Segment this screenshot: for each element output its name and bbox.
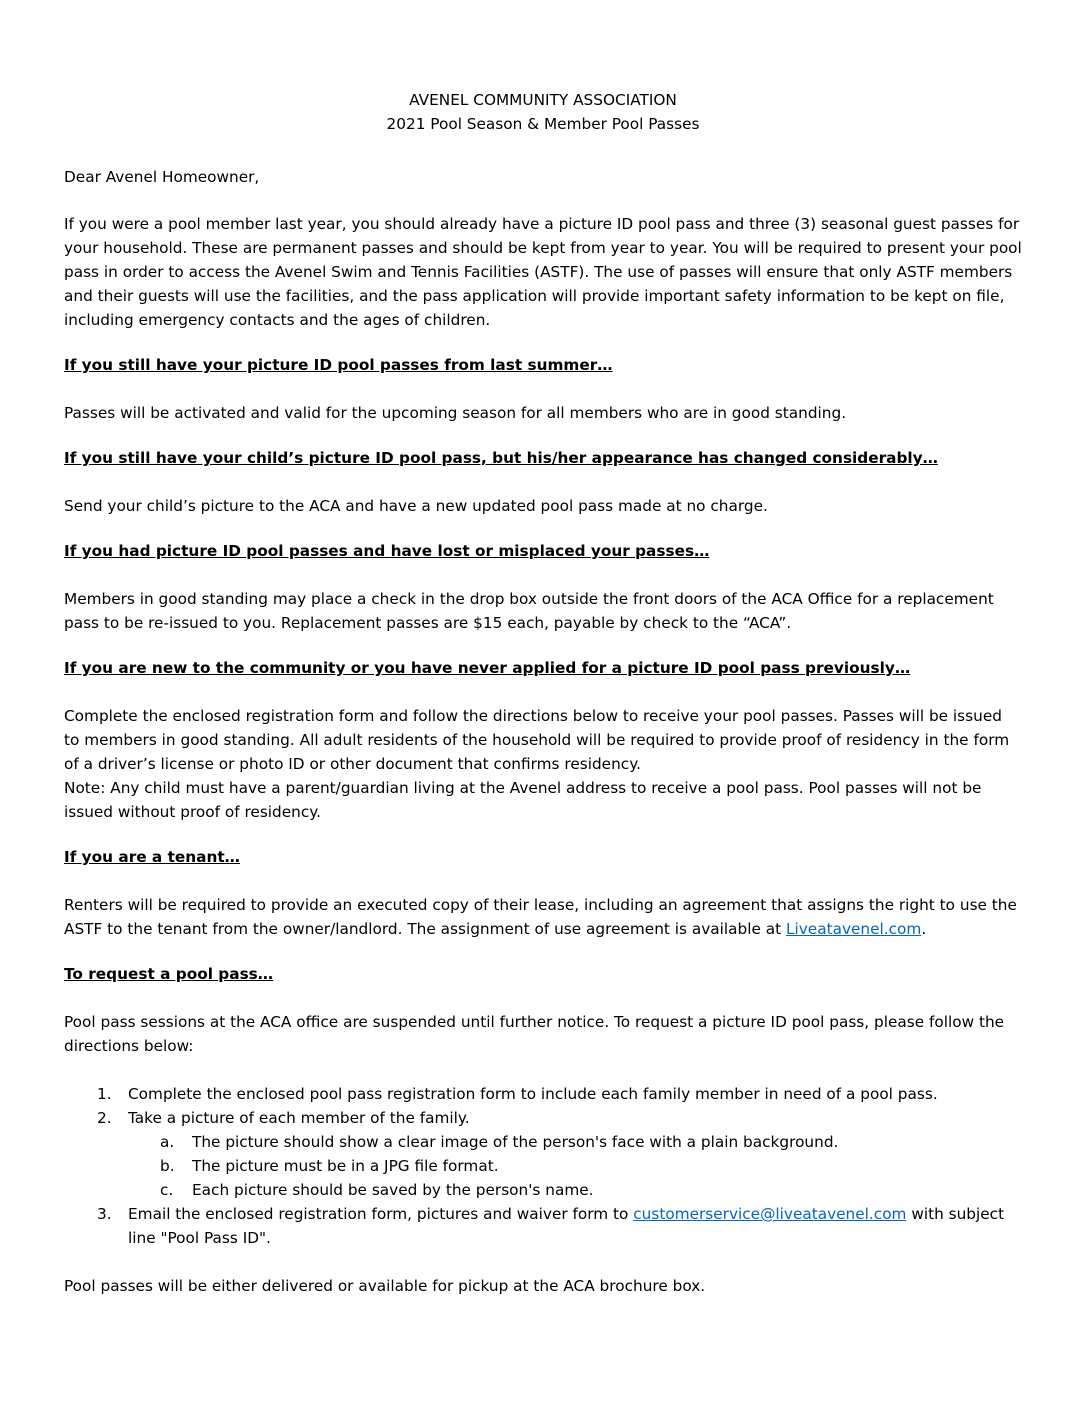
intro-paragraph: If you were a pool member last year, you should already have a picture ID pool pass and three (3) seasonal guest passes for your household. These are permanent passes and should be kept from year to year. You will be required to present your pool pass in order to access the Avenel Swim and Tennis Facilities (ASTF). The use of passes will ensure that only ASTF members and their guests will use the facilities, and the pass application will provide important safety information to be kept on file, including emergency contacts and the ages of children. — [64, 215, 1022, 329]
section-body-child-photo: Send your child’s picture to the ACA and have a new updated pool pass made at no charge. — [64, 497, 768, 515]
substep-letter: b. — [160, 1157, 175, 1175]
section-heading-child-photo: If you still have your child’s picture ID pool pass, but his/her appearance has changed considerably… — [64, 449, 938, 467]
steps-list — [64, 1082, 1022, 1250]
letter-content — [64, 88, 1022, 1298]
tenant-text: Renters will be required to provide an executed copy of their lease, including an agreement that assigns the right to use the ASTF to the tenant from the owner/landlord. The assignment of use agreement is available at — [64, 896, 1017, 938]
section-heading-request: To request a pool pass… — [64, 965, 274, 983]
step-text: Take a picture of each member of the family. — [128, 1109, 470, 1127]
section-note-new-members: Note: Any child must have a parent/guardian living at the Avenel address to receive a pool pass. Pool passes will not be issued without proof of residency. — [64, 779, 982, 821]
liveatavenel-link[interactable]: Liveatavenel.com — [785, 920, 922, 938]
step-number: 2. — [97, 1109, 112, 1127]
tenant-text-end: . — [921, 920, 927, 938]
step-text: Email the enclosed registration form, pictures and waiver form to — [128, 1205, 634, 1223]
step-item — [64, 1082, 1022, 1106]
substep-text: The picture must be in a JPG file format. — [192, 1157, 499, 1175]
section-heading-tenant: If you are a tenant… — [64, 848, 240, 866]
substep-item — [128, 1178, 1022, 1202]
salutation: Dear Avenel Homeowner, — [64, 168, 260, 186]
substep-item — [128, 1130, 1022, 1154]
section-heading-returning: If you still have your picture ID pool passes from last summer… — [64, 356, 613, 374]
customerservice-email-link[interactable]: customerservice@liveatavenel.com — [633, 1205, 907, 1223]
step-number: 3. — [97, 1205, 112, 1223]
section-body-request: Pool pass sessions at the ACA office are suspended until further notice. To request a picture ID pool pass, please follow the directions below: — [64, 1013, 1005, 1055]
step-text-end: with subject line "Pool Pass ID". — [128, 1205, 1005, 1247]
org-title: AVENEL COMMUNITY ASSOCIATION — [409, 91, 677, 109]
section-body-lost-passes: Members in good standing may place a check in the drop box outside the front doors of the ACA Office for a replacement pass to be re-issued to you. Replacement passes are $15 each, payable by check to the “ACA”. — [64, 590, 994, 632]
substep-letter: a. — [160, 1133, 175, 1151]
section-body-returning: Passes will be activated and valid for the upcoming season for all members who are in good standing. — [64, 404, 847, 422]
substep-item — [128, 1154, 1022, 1178]
step-text: Complete the enclosed pool pass registration form to include each family member in need of a pool pass. — [128, 1085, 938, 1103]
substeps-list — [128, 1130, 1022, 1202]
substep-letter: c. — [160, 1181, 174, 1199]
section-body-tenant — [64, 893, 1022, 941]
step-item — [64, 1106, 1022, 1202]
closing-paragraph: Pool passes will be either delivered or available for pickup at the ACA brochure box. — [64, 1277, 706, 1295]
substep-text: The picture should show a clear image of the person's face with a plain background. — [192, 1133, 839, 1151]
substep-text: Each picture should be saved by the person's name. — [192, 1181, 594, 1199]
step-item — [64, 1202, 1022, 1250]
section-body-new-members: Complete the enclosed registration form and follow the directions below to receive your pool passes. Passes will be issued to members in good standing. All adult residents of the household will be required to provide proof of residency in the form of a driver’s license or photo ID or other document that confirms residency. — [64, 707, 1010, 773]
section-heading-lost-passes: If you had picture ID pool passes and have lost or misplaced your passes… — [64, 542, 710, 560]
section-heading-new-members: If you are new to the community or you have never applied for a picture ID pool pass previously… — [64, 659, 911, 677]
step-number: 1. — [97, 1085, 112, 1103]
document-subtitle: 2021 Pool Season & Member Pool Passes — [386, 115, 700, 133]
